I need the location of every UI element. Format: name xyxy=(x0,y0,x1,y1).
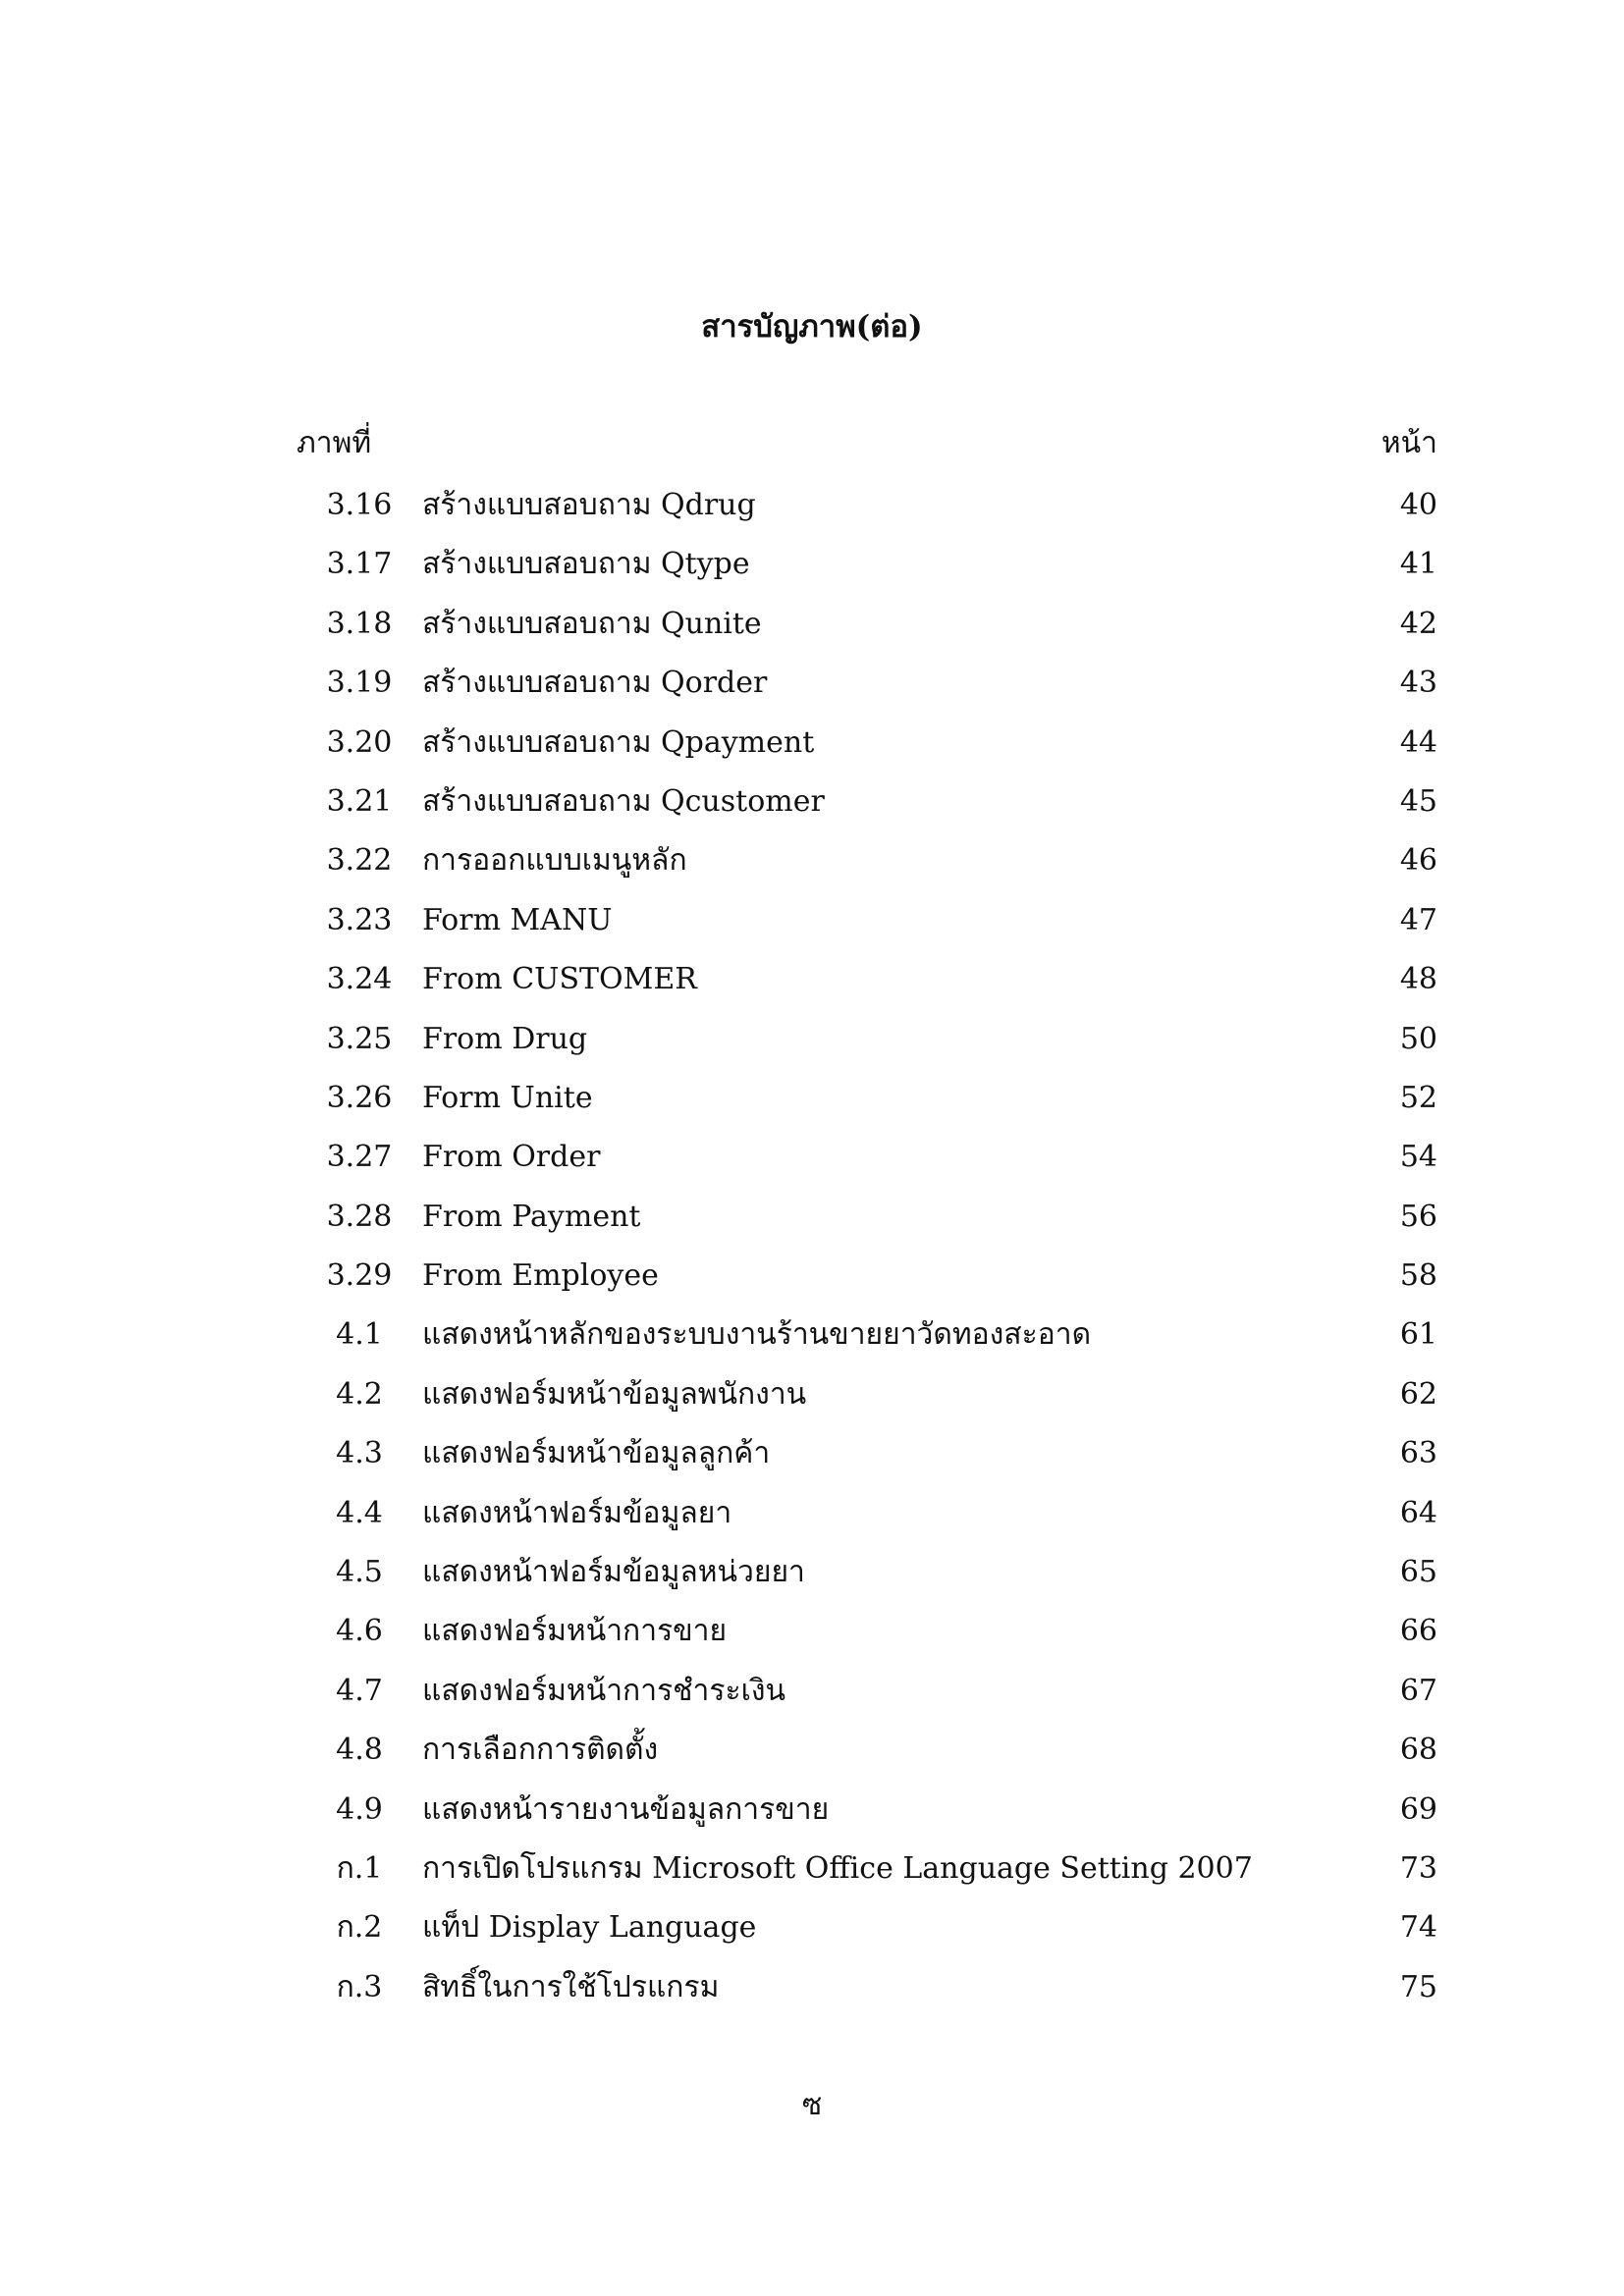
figure-number: 3.16 xyxy=(326,488,393,522)
list-item xyxy=(0,1074,1624,1133)
page-number: 65 xyxy=(1399,1555,1437,1590)
figure-number: 4.9 xyxy=(336,1791,383,1827)
list-item xyxy=(0,1310,1624,1369)
figure-caption: From Payment xyxy=(422,1199,641,1234)
figure-caption: สร้างแบบสอบถาม Qcustomer xyxy=(422,783,825,819)
figure-caption: แสดงฟอร์มหน้าข้อมูลลูกค้า xyxy=(422,1436,771,1471)
figure-number: 3.27 xyxy=(326,1140,393,1175)
figure-number: ก.1 xyxy=(336,1850,383,1886)
figure-caption: แสดงหน้าหลักของระบบงานร้านขายยาวัดทองสะอาด xyxy=(422,1317,1092,1353)
list-item xyxy=(0,1667,1624,1726)
list-item xyxy=(0,600,1624,659)
figure-number: 3.21 xyxy=(326,783,393,819)
figure-caption: แสดงฟอร์มหน้าการชำระเงิน xyxy=(422,1673,786,1708)
page-number: 42 xyxy=(1399,606,1437,641)
list-item xyxy=(0,777,1624,836)
figure-number: 4.4 xyxy=(336,1495,383,1530)
figure-number: 3.22 xyxy=(326,843,393,879)
figure-number: 3.20 xyxy=(326,724,393,760)
page-number: 68 xyxy=(1399,1733,1437,1768)
page-title: สารบัญภาพ(ต่อ) xyxy=(701,309,923,345)
figure-caption: Form MANU xyxy=(422,902,613,937)
page-number: 43 xyxy=(1399,666,1437,701)
list-item xyxy=(0,1726,1624,1785)
list-item xyxy=(0,1903,1624,1962)
list-item xyxy=(0,955,1624,1014)
figure-number: 3.18 xyxy=(326,606,393,641)
list-item xyxy=(0,1489,1624,1548)
figure-caption: สิทธิ์ในการใช้โปรแกรม xyxy=(422,1969,720,2004)
figure-caption: การเปิดโปรแกรม Microsoft Office Language Setting 2007 xyxy=(422,1850,1253,1886)
page-number: 67 xyxy=(1399,1673,1437,1708)
figure-caption: สร้างแบบสอบถาม Qpayment xyxy=(422,724,815,760)
figure-caption: แสดงฟอร์มหน้าข้อมูลพนักงาน xyxy=(422,1376,807,1412)
list-item xyxy=(0,836,1624,895)
figure-caption: From Employee xyxy=(422,1258,659,1294)
figure-number: 4.3 xyxy=(336,1436,383,1471)
page-number: 48 xyxy=(1399,962,1437,997)
page-number: 56 xyxy=(1399,1199,1437,1234)
figure-caption: สร้างแบบสอบถาม Qunite xyxy=(422,606,762,641)
figure-caption: สร้างแบบสอบถาม Qdrug xyxy=(422,488,756,522)
page-number: 45 xyxy=(1399,783,1437,819)
page-number: 46 xyxy=(1399,843,1437,879)
figure-number: ก.3 xyxy=(336,1969,383,2004)
figure-number: 3.29 xyxy=(326,1258,393,1294)
list-item xyxy=(0,1963,1624,2022)
page-number: 58 xyxy=(1399,1258,1437,1294)
figure-number: ก.2 xyxy=(336,1910,383,1946)
figure-caption: แสดงหน้ารายงานข้อมูลการขาย xyxy=(422,1791,830,1827)
figure-caption: From CUSTOMER xyxy=(422,962,697,997)
figure-number: 3.26 xyxy=(326,1080,393,1115)
list-item xyxy=(0,1844,1624,1903)
figure-number: 3.23 xyxy=(326,902,393,937)
page-number: 73 xyxy=(1399,1850,1437,1886)
list-item xyxy=(0,1786,1624,1844)
page-number: 63 xyxy=(1399,1436,1437,1471)
figure-list xyxy=(0,481,1624,2022)
figure-number: 3.25 xyxy=(326,1021,393,1056)
list-item xyxy=(0,1015,1624,1074)
list-item xyxy=(0,481,1624,540)
list-item xyxy=(0,659,1624,718)
figure-number: 4.1 xyxy=(336,1317,383,1353)
list-item xyxy=(0,1133,1624,1192)
figure-caption: แสดงหน้าฟอร์มข้อมูลยา xyxy=(422,1495,732,1530)
page-number: 41 xyxy=(1399,547,1437,582)
page-number: 64 xyxy=(1399,1495,1437,1530)
figure-caption: แสดงฟอร์มหน้าการขาย xyxy=(422,1614,728,1649)
figure-caption: From Order xyxy=(422,1140,601,1175)
page-number: 75 xyxy=(1399,1969,1437,2004)
figure-number: 4.7 xyxy=(336,1673,383,1708)
page-number: 40 xyxy=(1399,488,1437,522)
page-number: 54 xyxy=(1399,1140,1437,1175)
column-header-figure: ภาพที่ xyxy=(297,426,372,460)
figure-caption: สร้างแบบสอบถาม Qtype xyxy=(422,547,750,582)
list-item xyxy=(0,896,1624,955)
list-item xyxy=(0,1252,1624,1310)
figure-caption: Form Unite xyxy=(422,1080,593,1115)
column-header-page: หน้า xyxy=(1380,426,1437,460)
page-number: 44 xyxy=(1399,724,1437,760)
figure-caption: แท็ป Display Language xyxy=(422,1910,757,1946)
figure-number: 3.28 xyxy=(326,1199,393,1234)
page-number: 62 xyxy=(1399,1376,1437,1412)
figure-number: 4.6 xyxy=(336,1614,383,1649)
figure-number: 3.19 xyxy=(326,666,393,701)
figure-number: 3.24 xyxy=(326,962,393,997)
figure-number: 4.2 xyxy=(336,1376,383,1412)
figure-caption: การออกแบบเมนูหลัก xyxy=(422,843,687,879)
page-number: 47 xyxy=(1399,902,1437,937)
figure-number: 4.8 xyxy=(336,1733,383,1768)
page-number: 61 xyxy=(1399,1317,1437,1353)
list-item xyxy=(0,540,1624,599)
list-item xyxy=(0,1548,1624,1607)
figure-caption: การเลือกการติดตั้ง xyxy=(422,1733,659,1768)
page-number: 74 xyxy=(1399,1910,1437,1946)
figure-number: 4.5 xyxy=(336,1555,383,1590)
list-item xyxy=(0,1607,1624,1666)
figure-caption: แสดงหน้าฟอร์มข้อมูลหน่วยยา xyxy=(422,1555,805,1590)
list-item xyxy=(0,719,1624,777)
page-number: 52 xyxy=(1399,1080,1437,1115)
page-number: 66 xyxy=(1399,1614,1437,1649)
page-number-footer: ซ xyxy=(801,2088,823,2122)
list-item xyxy=(0,1370,1624,1429)
list-item xyxy=(0,1429,1624,1488)
list-item xyxy=(0,1193,1624,1252)
figure-caption: From Drug xyxy=(422,1021,588,1056)
page-number: 69 xyxy=(1399,1791,1437,1827)
figure-caption: สร้างแบบสอบถาม Qorder xyxy=(422,666,768,701)
figure-number: 3.17 xyxy=(326,547,393,582)
page-number: 50 xyxy=(1399,1021,1437,1056)
